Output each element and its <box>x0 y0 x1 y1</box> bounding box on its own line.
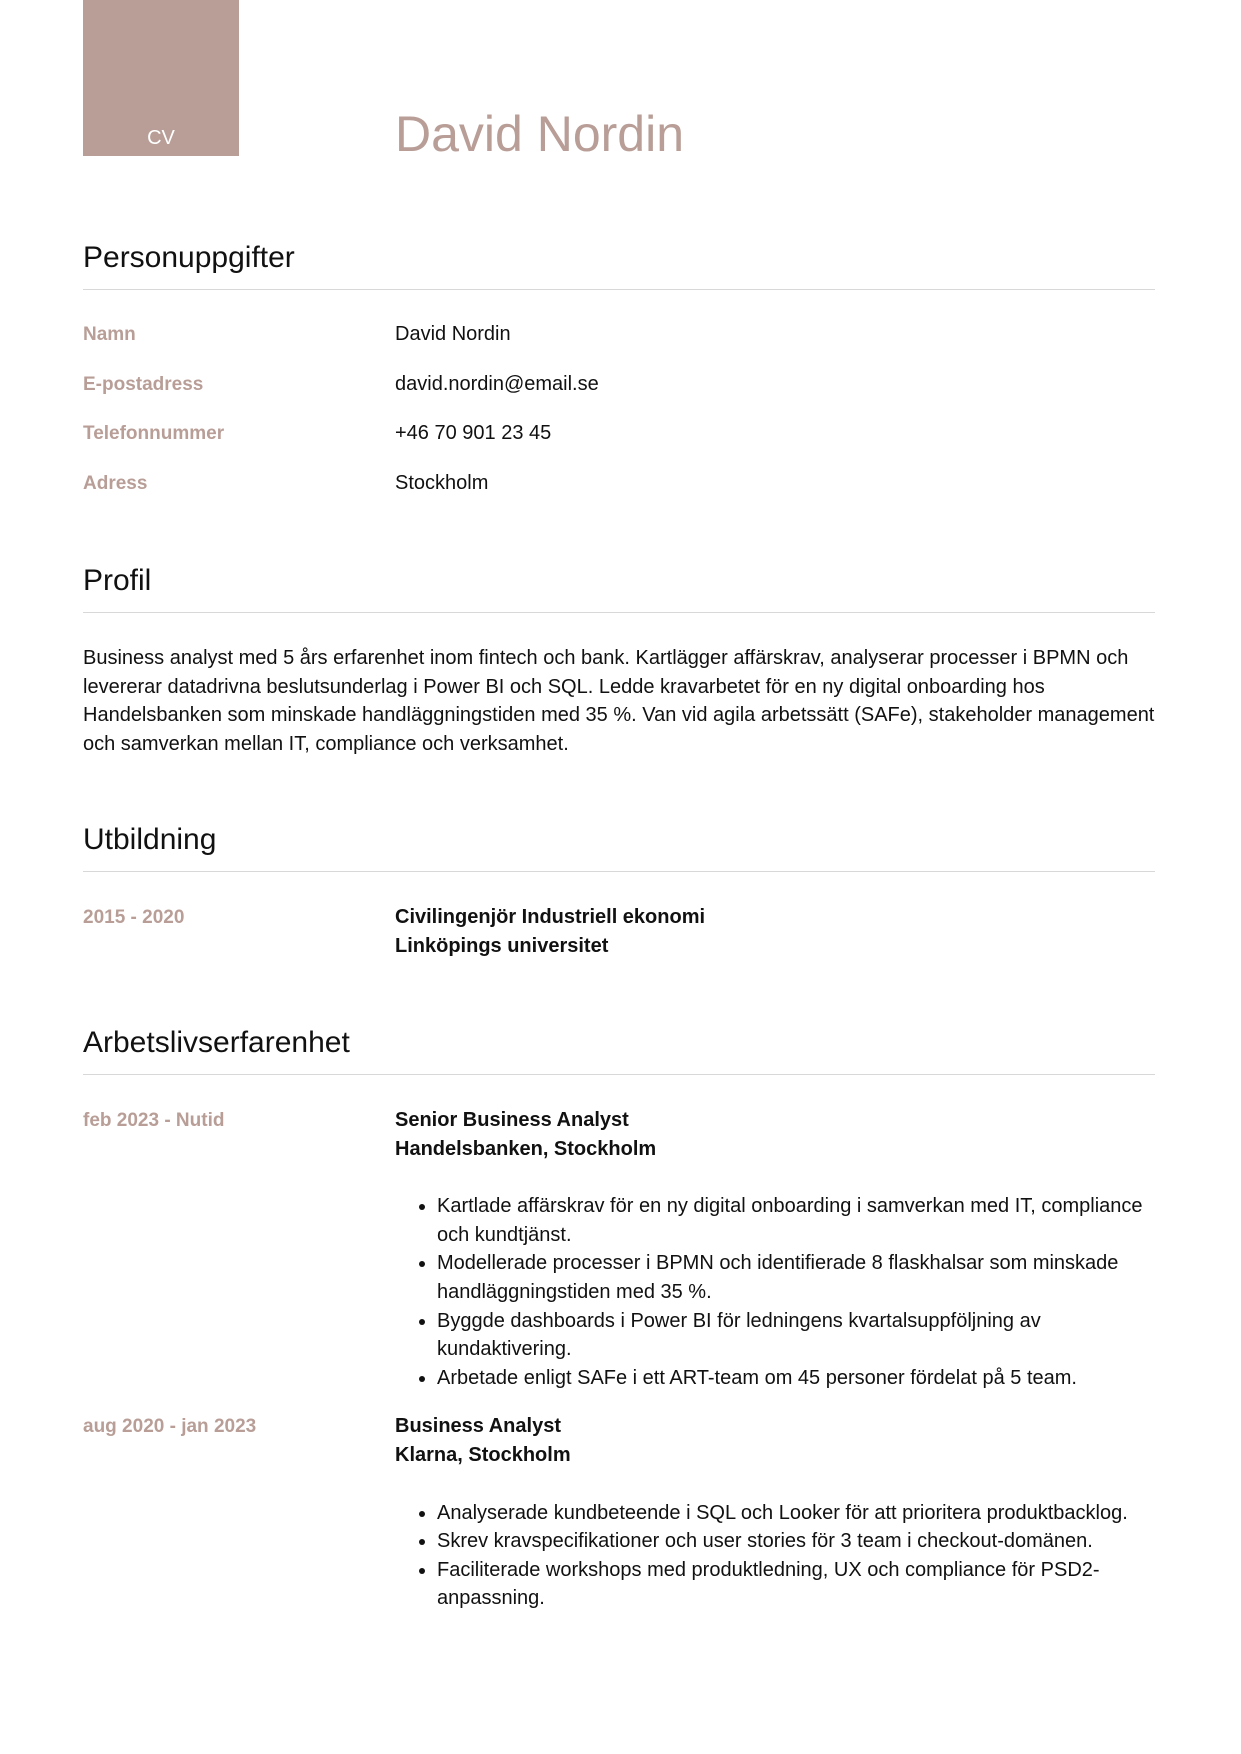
experience-title: Senior Business Analyst <box>395 1109 629 1131</box>
experience-company: Handelsbanken, Stockholm <box>395 1137 657 1160</box>
personal-label: Telefonnummer <box>83 423 225 445</box>
experience-entry <box>83 1106 1155 1392</box>
bullet-item: • Byggde dashboards i Power BI för ledningens kvartalsuppföljning av kundaktivering. <box>437 1307 1155 1364</box>
personal-label: E-postadress <box>83 373 204 395</box>
bullet-item: • Arbetade enligt SAFe i ett ART-team om 45 personer fördelat på 5 team. <box>437 1364 1155 1393</box>
education-school: Linköpings universitet <box>395 934 609 957</box>
education-entry <box>83 903 1155 960</box>
personal-section <box>83 240 1155 518</box>
experience-period: aug 2020 - jan 2023 <box>83 1416 257 1438</box>
experience-period: feb 2023 - Nutid <box>83 1110 225 1131</box>
experience-company: Klarna, Stockholm <box>395 1443 571 1466</box>
bullet-item: • Kartlade affärskrav för en ny digital onboarding i samverkan med IT, compliance och kundtjänst. <box>437 1192 1155 1249</box>
photo-label: CV <box>147 127 175 149</box>
education-period: 2015 - 2020 <box>83 907 185 928</box>
personal-heading: Personuppgifter <box>83 240 1155 290</box>
education-heading: Utbildning <box>83 822 1155 872</box>
photo-placeholder <box>83 0 239 156</box>
experience-entry <box>83 1412 1155 1613</box>
profile-section <box>83 563 1155 758</box>
experience-heading: Arbetslivserfarenhet <box>83 1025 1155 1075</box>
profile-text: Business analyst med 5 års erfarenhet inom fintech och bank. Kartlägger affärskrav, analyserar processer i BPMN och levererar datadrivna beslutsunderlag i Power BI och SQL. Ledde kravarbetet för en ny digital onboarding hos Handelsbanken som minskade handläggningstiden med 35 %. Van vid agila arbetssätt (SAFe), stakeholder management och samverkan mellan IT, compliance och verksamhet. <box>83 647 1155 755</box>
experience-bullets <box>395 1192 1155 1392</box>
bullet-item: • Modellerade processer i BPMN och identifierade 8 flaskhalsar som minskade handläggningstiden med 35 %. <box>437 1249 1155 1306</box>
experience-bullets <box>395 1499 1155 1613</box>
personal-row-email <box>83 370 1155 420</box>
experience-title: Business Analyst <box>395 1415 561 1438</box>
personal-row-phone <box>83 419 1155 469</box>
personal-row-address <box>83 469 1155 519</box>
bullet-item: • Faciliterade workshops med produktledning, UX och compliance för PSD2-anpassning. <box>437 1556 1155 1613</box>
personal-label: Namn <box>83 324 136 345</box>
experience-section <box>83 1025 1155 1613</box>
personal-label: Adress <box>83 472 148 494</box>
personal-value: David Nordin <box>395 323 511 345</box>
education-section <box>83 822 1155 960</box>
personal-row-name <box>83 320 1155 370</box>
profile-heading: Profil <box>83 563 1155 613</box>
bullet-item: • Analyserade kundbeteende i SQL och Looker för att prioritera produktbacklog. <box>437 1499 1155 1528</box>
personal-value: david.nordin@email.se <box>395 372 599 395</box>
personal-value: Stockholm <box>395 471 489 494</box>
bullet-item: • Skrev kravspecifikationer och user stories för 3 team i checkout-domänen. <box>437 1527 1155 1556</box>
personal-value: +46 70 901 23 45 <box>395 422 552 445</box>
education-degree: Civilingenjör Industriell ekonomi <box>395 906 706 928</box>
candidate-name: David Nordin <box>395 106 685 162</box>
